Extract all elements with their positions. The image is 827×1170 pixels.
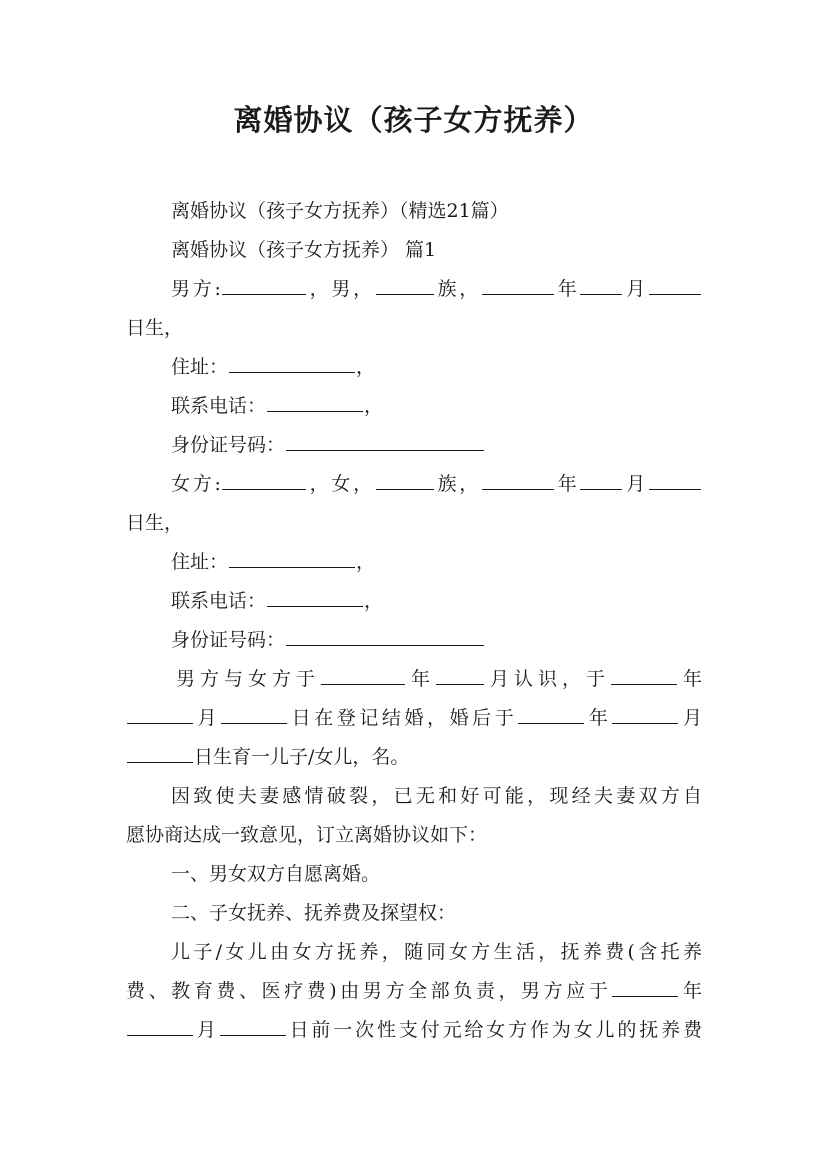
male-info-line (171, 275, 702, 303)
male-sex-text: ，男， (306, 278, 375, 300)
female-id-label: 身份证号码： (171, 629, 286, 651)
female-year-blank (482, 471, 554, 490)
payment-month-blank (127, 1017, 193, 1036)
reason-line-1: 因致使夫妻感情破裂，已无和好可能，现经夫妻双方自 (171, 785, 702, 807)
clause-1: 一、男女双方自愿离婚。 (171, 863, 381, 885)
register-day-blank (221, 705, 287, 724)
meet-year-blank (321, 666, 405, 685)
document-subtitle: 离婚协议（孩子女方抚养）（精选21篇） (171, 200, 509, 222)
male-phone-blank (267, 393, 363, 412)
reason-line-2: 愿协商达成一致意见，订立离婚协议如下： (126, 824, 488, 846)
male-month-text: 月 (623, 278, 648, 300)
male-ethnicity-text: 族， (434, 278, 482, 300)
custody-text: 月 (194, 1019, 219, 1041)
female-info-line (171, 470, 702, 498)
female-address-label: 住址： (171, 551, 229, 573)
male-id-line (171, 431, 702, 459)
register-year-blank (611, 666, 677, 685)
male-day-blank (649, 276, 701, 295)
section-heading: 离婚协议（孩子女方抚养） 篇1 (171, 239, 437, 261)
female-address-end: ， (356, 551, 376, 573)
female-ethnicity-blank (376, 471, 434, 490)
male-phone-line (171, 392, 702, 420)
male-ethnicity-blank (376, 276, 434, 295)
marriage-text: 年 (585, 707, 612, 729)
female-month-text: 月 (623, 473, 648, 495)
female-year-text: 年 (555, 473, 580, 495)
birth-year-blank (518, 705, 584, 724)
male-address-line (171, 353, 702, 381)
custody-text: 费、教育费、医疗费)由男方全部负责，男方应于 (126, 980, 612, 1002)
marriage-text: 年 (405, 668, 435, 690)
marriage-text: 月 (194, 707, 221, 729)
document-title: 离婚协议（孩子女方抚养） (233, 103, 594, 137)
custody-text: 年 (679, 980, 702, 1002)
marriage-text: 年 (677, 668, 702, 690)
marriage-line-3 (126, 743, 702, 771)
marriage-line-1 (176, 665, 702, 693)
female-phone-end: ， (364, 590, 384, 612)
custody-line-2 (126, 977, 702, 1005)
female-sex-text: ，女， (306, 473, 375, 495)
male-month-blank (580, 276, 622, 295)
female-name-blank (222, 471, 306, 490)
male-address-blank (229, 354, 355, 373)
male-address-label: 住址： (171, 356, 229, 378)
female-phone-blank (267, 588, 363, 607)
marriage-text: 男方与女方于 (176, 668, 320, 690)
female-id-blank (286, 627, 484, 646)
custody-line-3 (126, 1016, 702, 1044)
female-address-blank (229, 549, 355, 568)
female-month-blank (580, 471, 622, 490)
male-born-text: 日生， (126, 317, 184, 339)
birth-month-blank (612, 705, 678, 724)
birth-day-blank (127, 744, 193, 763)
female-phone-line (171, 587, 702, 615)
marriage-line-2 (126, 704, 702, 732)
clause-2: 二、子女抚养、抚养费及探望权： (171, 902, 457, 924)
male-name-blank (222, 276, 306, 295)
male-year-blank (482, 276, 554, 295)
custody-text: 日前一次性支付元给女方作为女儿的抚养费 (286, 1019, 702, 1041)
marriage-text: 日生育一儿子/女儿，名。 (194, 746, 410, 768)
female-label: 女方: (171, 473, 221, 495)
female-id-line (171, 626, 702, 654)
male-id-label: 身份证号码： (171, 434, 286, 456)
marriage-text: 日在登记结婚，婚后于 (288, 707, 518, 729)
female-phone-label: 联系电话： (171, 590, 267, 612)
male-address-end: ， (356, 356, 376, 378)
custody-line-1: 儿子/女儿由女方抚养，随同女方生活，抚养费(含托养 (171, 941, 702, 963)
marriage-text: 月认识，于 (484, 668, 610, 690)
meet-month-blank (436, 666, 484, 685)
male-label: 男方: (171, 278, 221, 300)
payment-day-blank (220, 1017, 286, 1036)
female-day-blank (649, 471, 701, 490)
female-address-line (171, 548, 702, 576)
register-month-blank (127, 705, 193, 724)
male-id-blank (286, 432, 484, 451)
male-year-text: 年 (555, 278, 580, 300)
payment-year-blank (612, 978, 678, 997)
female-ethnicity-text: 族， (434, 473, 482, 495)
marriage-text: 月 (679, 707, 702, 729)
male-phone-label: 联系电话： (171, 395, 267, 417)
male-phone-end: ， (364, 395, 384, 417)
female-born-text: 日生， (126, 512, 184, 534)
